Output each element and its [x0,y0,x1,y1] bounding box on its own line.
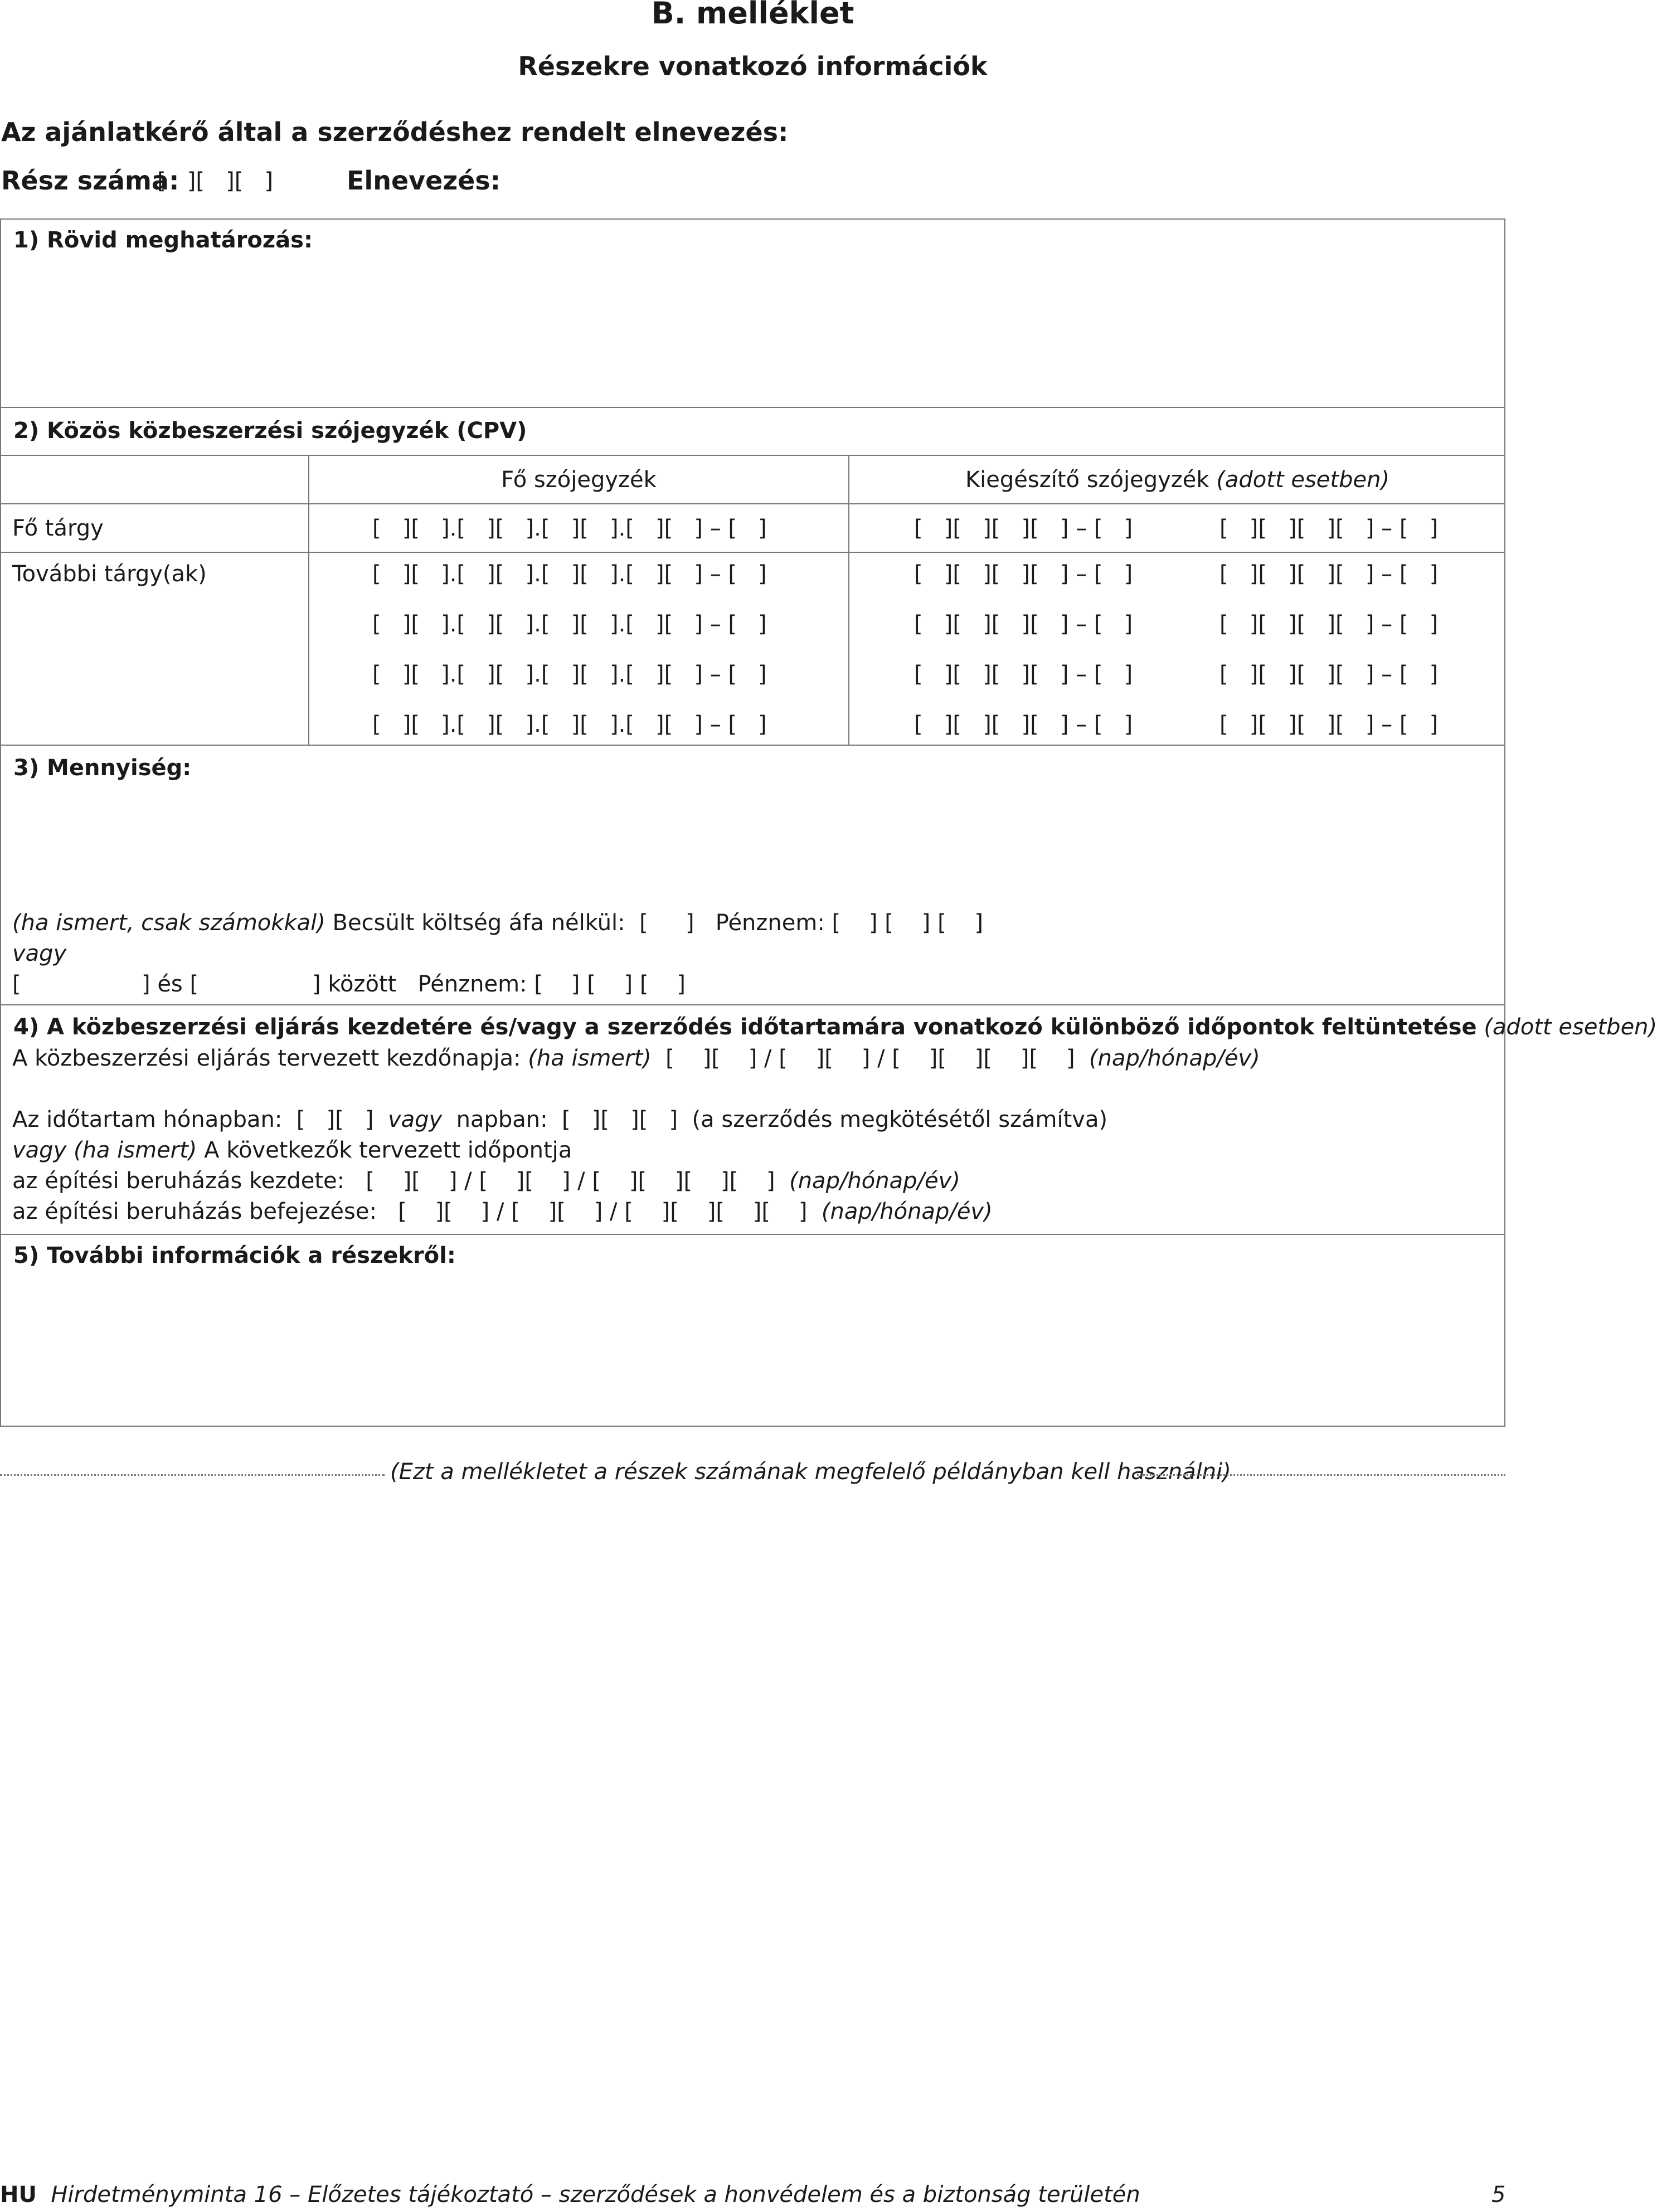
cpv-supp-code[interactable]: [ ][ ][ ][ ] – [ ] [914,516,1133,541]
estimated-cost-line: (ha ismert, csak számokkal) Becsült költség áfa nélkül: [ [12,910,648,936]
cpv-supp-code[interactable]: [ ][ ][ ][ ] – [ ] [914,712,1133,737]
range-between[interactable]: ] között Pénznem: [ ] [ ] [ ] [312,971,686,997]
range-and[interactable]: ] és [ [142,971,199,997]
or-text: vagy [12,941,67,966]
contract-name-label: Az ajánlatkérő által a szerződéshez rendelt elnevezés: [1,117,789,147]
part-number-label: Rész száma: [1,166,179,196]
section-2-title: 2) Közös közbeszerzési szójegyzék (CPV) [13,418,527,444]
estimated-cost-currency[interactable]: ] Pénznem: [ ] [ ] [ ] [686,910,984,936]
dotted-rule [1137,1474,1505,1476]
following-dates-line: vagy (ha ismert) A következők tervezett időpontja [12,1137,572,1163]
works-end-line: az építési beruházás befejezése: [ ][ ] / [ ][ ] / [ ][ ][ ][ ] (nap/hónap/év) [12,1199,993,1224]
cpv-supp-code[interactable]: [ ][ ][ ][ ] – [ ] [1219,561,1439,587]
column-divider [848,455,849,745]
cpv-supp-code[interactable]: [ ][ ][ ][ ] – [ ] [1219,712,1439,737]
planned-start-line: A közbeszerzési eljárás tervezett kezdőnapja: (ha ismert) [ ][ ] / [ ][ ] / [ ][ ][ ][ ] (nap/hónap/év) [12,1046,1260,1071]
divider [0,1004,1505,1005]
part-number-field[interactable]: [ ][ ][ ] [157,168,274,194]
cpv-main-code[interactable]: [ ][ ].[ ][ ].[ ][ ].[ ][ ] – [ ] [372,561,767,587]
section-5-title: 5) További információk a részekről: [13,1243,456,1268]
cpv-supp-code[interactable]: [ ][ ][ ][ ] – [ ] [1219,662,1439,687]
cpv-supp-code[interactable]: [ ][ ][ ][ ] – [ ] [1219,516,1439,541]
cpv-main-code[interactable]: [ ][ ].[ ][ ].[ ][ ].[ ][ ] – [ ] [372,712,767,737]
divider [0,407,1505,408]
section-3-title: 3) Mennyiség: [13,755,192,781]
cpv-main-code[interactable]: [ ][ ].[ ][ ].[ ][ ].[ ][ ] – [ ] [372,611,767,637]
cpv-main-code[interactable]: [ ][ ].[ ][ ].[ ][ ].[ ][ ] – [ ] [372,516,767,541]
row-additional-objects: További tárgy(ak) [12,561,207,587]
cpv-main-code[interactable]: [ ][ ].[ ][ ].[ ][ ].[ ][ ] – [ ] [372,662,767,687]
divider [0,503,1505,504]
section-1-title: 1) Rövid meghatározás: [13,227,313,253]
col-header-supplementary: Kiegészítő szójegyzék (adott esetben) [965,467,1390,493]
usage-note: (Ezt a mellékletet a részek számának megfelelő példányban kell használni) [390,1459,1231,1485]
part-name-label: Elnevezés: [347,166,501,196]
divider [0,455,1505,456]
annex-title: B. melléklet [651,0,854,31]
page-subtitle: Részekre vonatkozó információk [518,51,988,81]
cpv-supp-code[interactable]: [ ][ ][ ][ ] – [ ] [914,561,1133,587]
section-4-title: 4) A közbeszerzési eljárás kezdetére és/vagy a szerződés időtartamára vonatkozó különböző időpontok feltüntetése (adott esetben) [13,1014,1657,1040]
divider [0,745,1505,746]
works-start-line: az építési beruházás kezdete: [ ][ ] / [ ][ ] / [ ][ ][ ][ ] (nap/hónap/év) [12,1168,960,1194]
divider [0,552,1505,553]
divider [0,1234,1505,1235]
cpv-supp-code[interactable]: [ ][ ][ ][ ] – [ ] [914,611,1133,637]
page-number: 5 [1491,2182,1506,2208]
range-open: [ [12,971,21,997]
column-divider [308,455,309,745]
col-header-main: Fő szójegyzék [501,467,657,493]
cpv-supp-code[interactable]: [ ][ ][ ][ ] – [ ] [914,662,1133,687]
cpv-supp-code[interactable]: [ ][ ][ ][ ] – [ ] [1219,611,1439,637]
duration-line: Az időtartam hónapban: [ ][ ] vagy napban: [ ][ ][ ] (a szerződés megkötésétől számítva) [12,1107,1108,1132]
row-main-object: Fő tárgy [12,516,104,541]
page-footer: HU Hirdetményminta 16 – Előzetes tájékoztató – szerződések a honvédelem és a biztonság területén [0,2182,1140,2208]
dotted-rule [0,1474,385,1476]
